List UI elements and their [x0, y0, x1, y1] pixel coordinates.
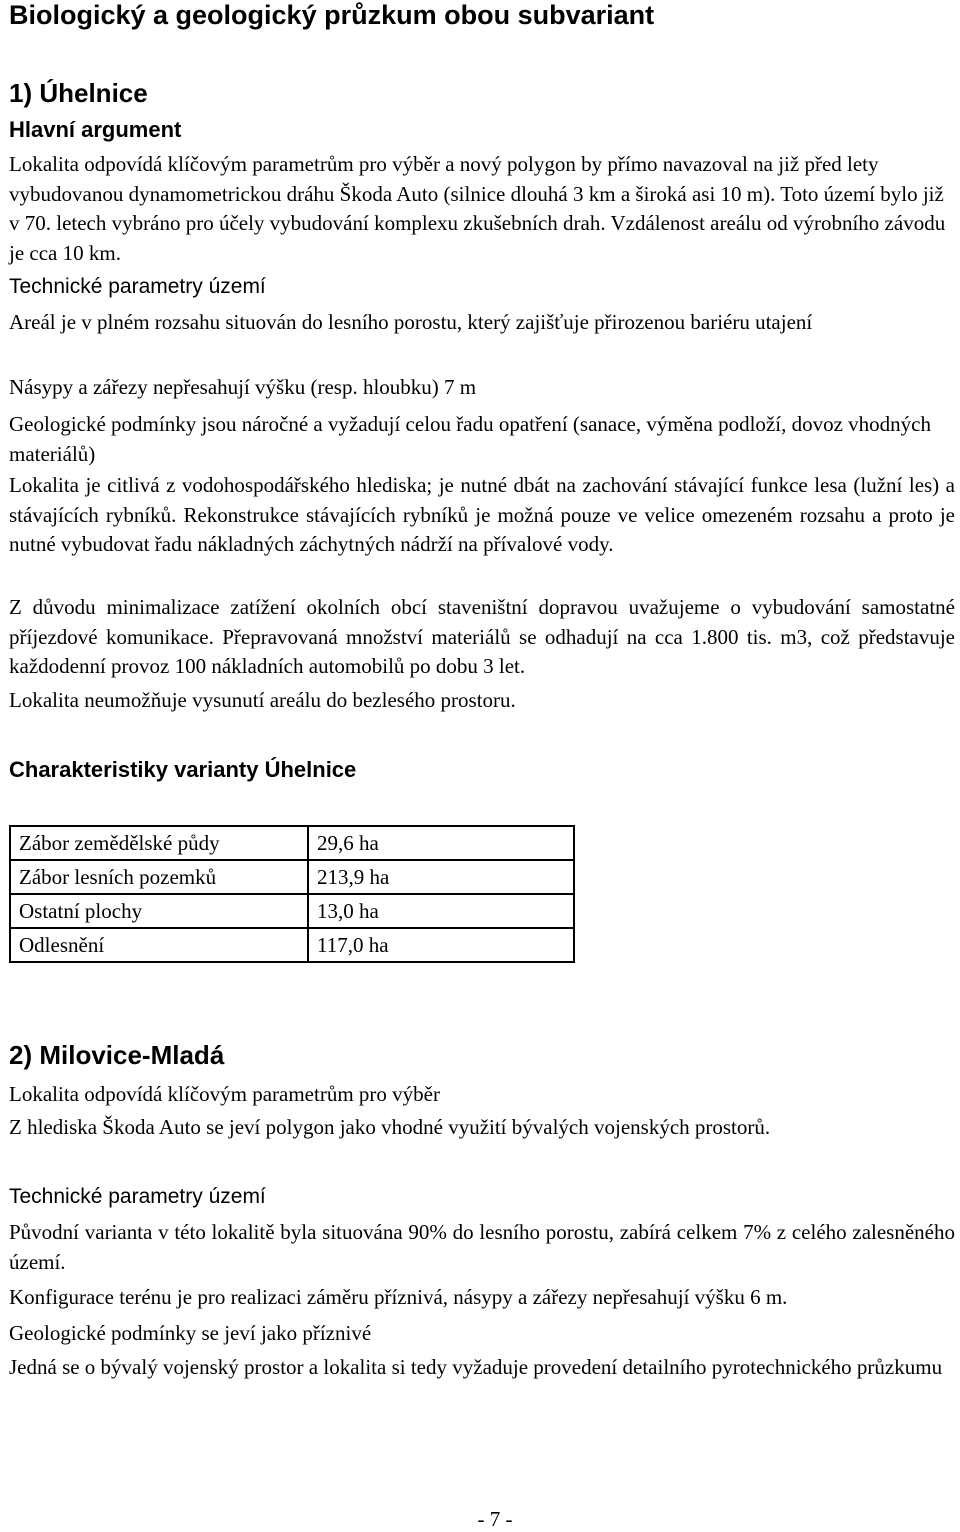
main-argument-text: Lokalita odpovídá klíčovým parametrům pro výběr a nový polygon by přímo navazoval na již před lety vybudovanou dynamometrickou dráhu Škoda Auto (silnice dlouhá 3 km a široká asi 10 m). Toto území bylo již v 70. letech vybráno pro účely vybudování komplexu zkušebních drah. Vzdálenost areálu od výrobního závodu je cca 10 km. [9, 152, 946, 265]
s1-paragraph-3: Geologické podmínky jsou náročné a vyžadují celou řadu opatření (sanace, výměna podloží, dovoz vhodných materiálů) [9, 412, 931, 466]
table-cell-value: 29,6 ha [308, 826, 574, 860]
s2-paragraph-3: Geologické podmínky se jeví jako příznivé [9, 1321, 372, 1345]
table-cell-label: Zábor zemědělské půdy [10, 826, 308, 860]
s2-intro-2: Z hlediska Škoda Auto se jeví polygon jako vhodné využití bývalých vojenských prostorů. [9, 1115, 771, 1139]
section-1-heading: 1) Úhelnice [9, 78, 148, 108]
s1-paragraph-1: Areál je v plném rozsahu situován do lesního porostu, který zajišťuje přirozenou bariéru utajení [9, 310, 813, 334]
tech-params-label-2: Technické parametry území [9, 1185, 266, 1208]
table-cell-label: Odlesnění [10, 928, 308, 962]
s2-intro-1: Lokalita odpovídá klíčovým parametrům pro výběr [9, 1082, 440, 1106]
s2-paragraph-4: Jedná se o bývalý vojenský prostor a lokalita si tedy vyžaduje provedení detailního pyrotechnického průzkumu [9, 1355, 943, 1379]
table-cell-value: 213,9 ha [308, 860, 574, 894]
table-row [10, 928, 574, 962]
table-cell-value: 13,0 ha [308, 894, 574, 928]
s1-paragraph-6: Lokalita neumožňuje vysunutí areálu do bezlesého prostoru. [9, 688, 516, 712]
table-cell-label: Zábor lesních pozemků [10, 860, 308, 894]
s2-paragraph-2: Konfigurace terénu je pro realizaci záměru příznivá, násypy a zářezy nepřesahují výšku 6 m. [9, 1285, 788, 1309]
table-cell-value: 117,0 ha [308, 928, 574, 962]
characteristics-heading: Charakteristiky varianty Úhelnice [9, 757, 357, 782]
table-row [10, 860, 574, 894]
s1-paragraph-4: Lokalita je citlivá z vodohospodářského hlediska; je nutné dbát na zachování stávající funkce lesa (lužní les) a stávajících rybníků. Rekonstrukce stávajících rybníků je možná pouze ve velice omezeném rozsahu a proto je nutné vybudovat řadu nákladných záchytných nádrží na přívalové vody. [9, 473, 955, 556]
page-number: - 7 - [477, 1507, 513, 1531]
table-cell-label: Ostatní plochy [10, 894, 308, 928]
s2-paragraph-1: Původní varianta v této lokalitě byla situována 90% do lesního porostu, zabírá celkem 7% z celého zalesněného území. [9, 1220, 955, 1274]
s1-paragraph-2: Násypy a zářezy nepřesahují výšku (resp. hloubku) 7 m [9, 375, 477, 399]
s1-paragraph-5: Z důvodu minimalizace zatížení okolních obcí staveništní dopravou uvažujeme o vybudování samostatné příjezdové komunikace. Přepravovaná množství materiálů se odhadují na cca 1.800 tis. m3, což představuje každodenní provoz 100 nákladních automobilů po dobu 3 let. [9, 595, 955, 678]
page-title: Biologický a geologický průzkum obou subvariant [9, 0, 655, 30]
characteristics-table [9, 825, 575, 963]
main-argument-label: Hlavní argument [9, 117, 182, 142]
table-row [10, 894, 574, 928]
section-2-heading: 2) Milovice-Mladá [9, 1040, 225, 1070]
table-row [10, 826, 574, 860]
tech-params-label-1: Technické parametry území [9, 275, 266, 298]
